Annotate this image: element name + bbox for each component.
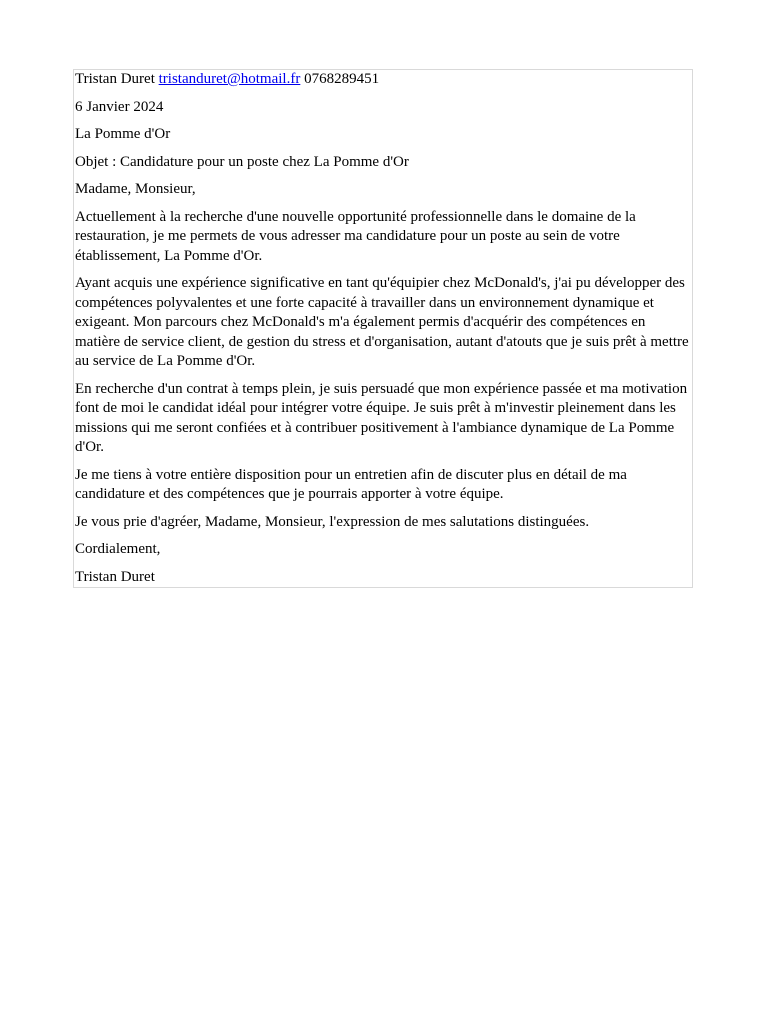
salutation: Madame, Monsieur, [75,181,196,197]
sender-phone: 0768289451 [304,71,380,87]
body-paragraph: Je vous prie d'agréer, Madame, Monsieur, l'expression de mes salutations distinguées. [75,513,590,530]
body-paragraph: Ayant acquis une expérience significative en tant qu'équipier chez McDonald's, j'ai pu développer des compétences polyvalentes et une forte capacité à travailler dans un environnement dynamique et exigeant. Mon parcours chez McDonald's m'a également permis d'acquérir des compétences en matière de service client, de gestion du stress et d'organisation, autant d'atouts que je suis prêt à mettre au service de La Pomme d'Or. [75,275,689,369]
body-paragraph: En recherche d'un contrat à temps plein, je suis persuadé que mon expérience passée et ma motivation font de moi le candidat idéal pour intégrer votre équipe. Je suis prêt à m'investir pleinement dans les missions qui me seront confiées et à contribuer positivement à l'ambiance dynamique de La Pomme d'Or. [75,380,688,455]
recipient: La Pomme d'Or [75,126,171,142]
signature: Tristan Duret [75,568,155,585]
body-paragraph: Je me tiens à votre entière disposition pour un entretien afin de discuter plus en détail de ma candidature et des compétences que je pourrais apporter à votre équipe. [75,466,627,502]
cover-letter [73,69,693,588]
email-link[interactable]: tristanduret@hotmail.fr [158,71,301,87]
body-paragraph: Actuellement à la recherche d'une nouvelle opportunité professionnelle dans le domaine de la restauration, je me permets de vous adresser ma candidature pour un poste au sein de votre établissement, La Pomme d'Or. [75,208,636,264]
sender-name: Tristan Duret [75,71,155,87]
letter-date: 6 Janvier 2024 [75,98,164,115]
subject-line: Objet : Candidature pour un poste chez La Pomme d'Or [75,153,409,170]
sender-line [75,70,691,90]
closing: Cordialement, [75,541,161,557]
